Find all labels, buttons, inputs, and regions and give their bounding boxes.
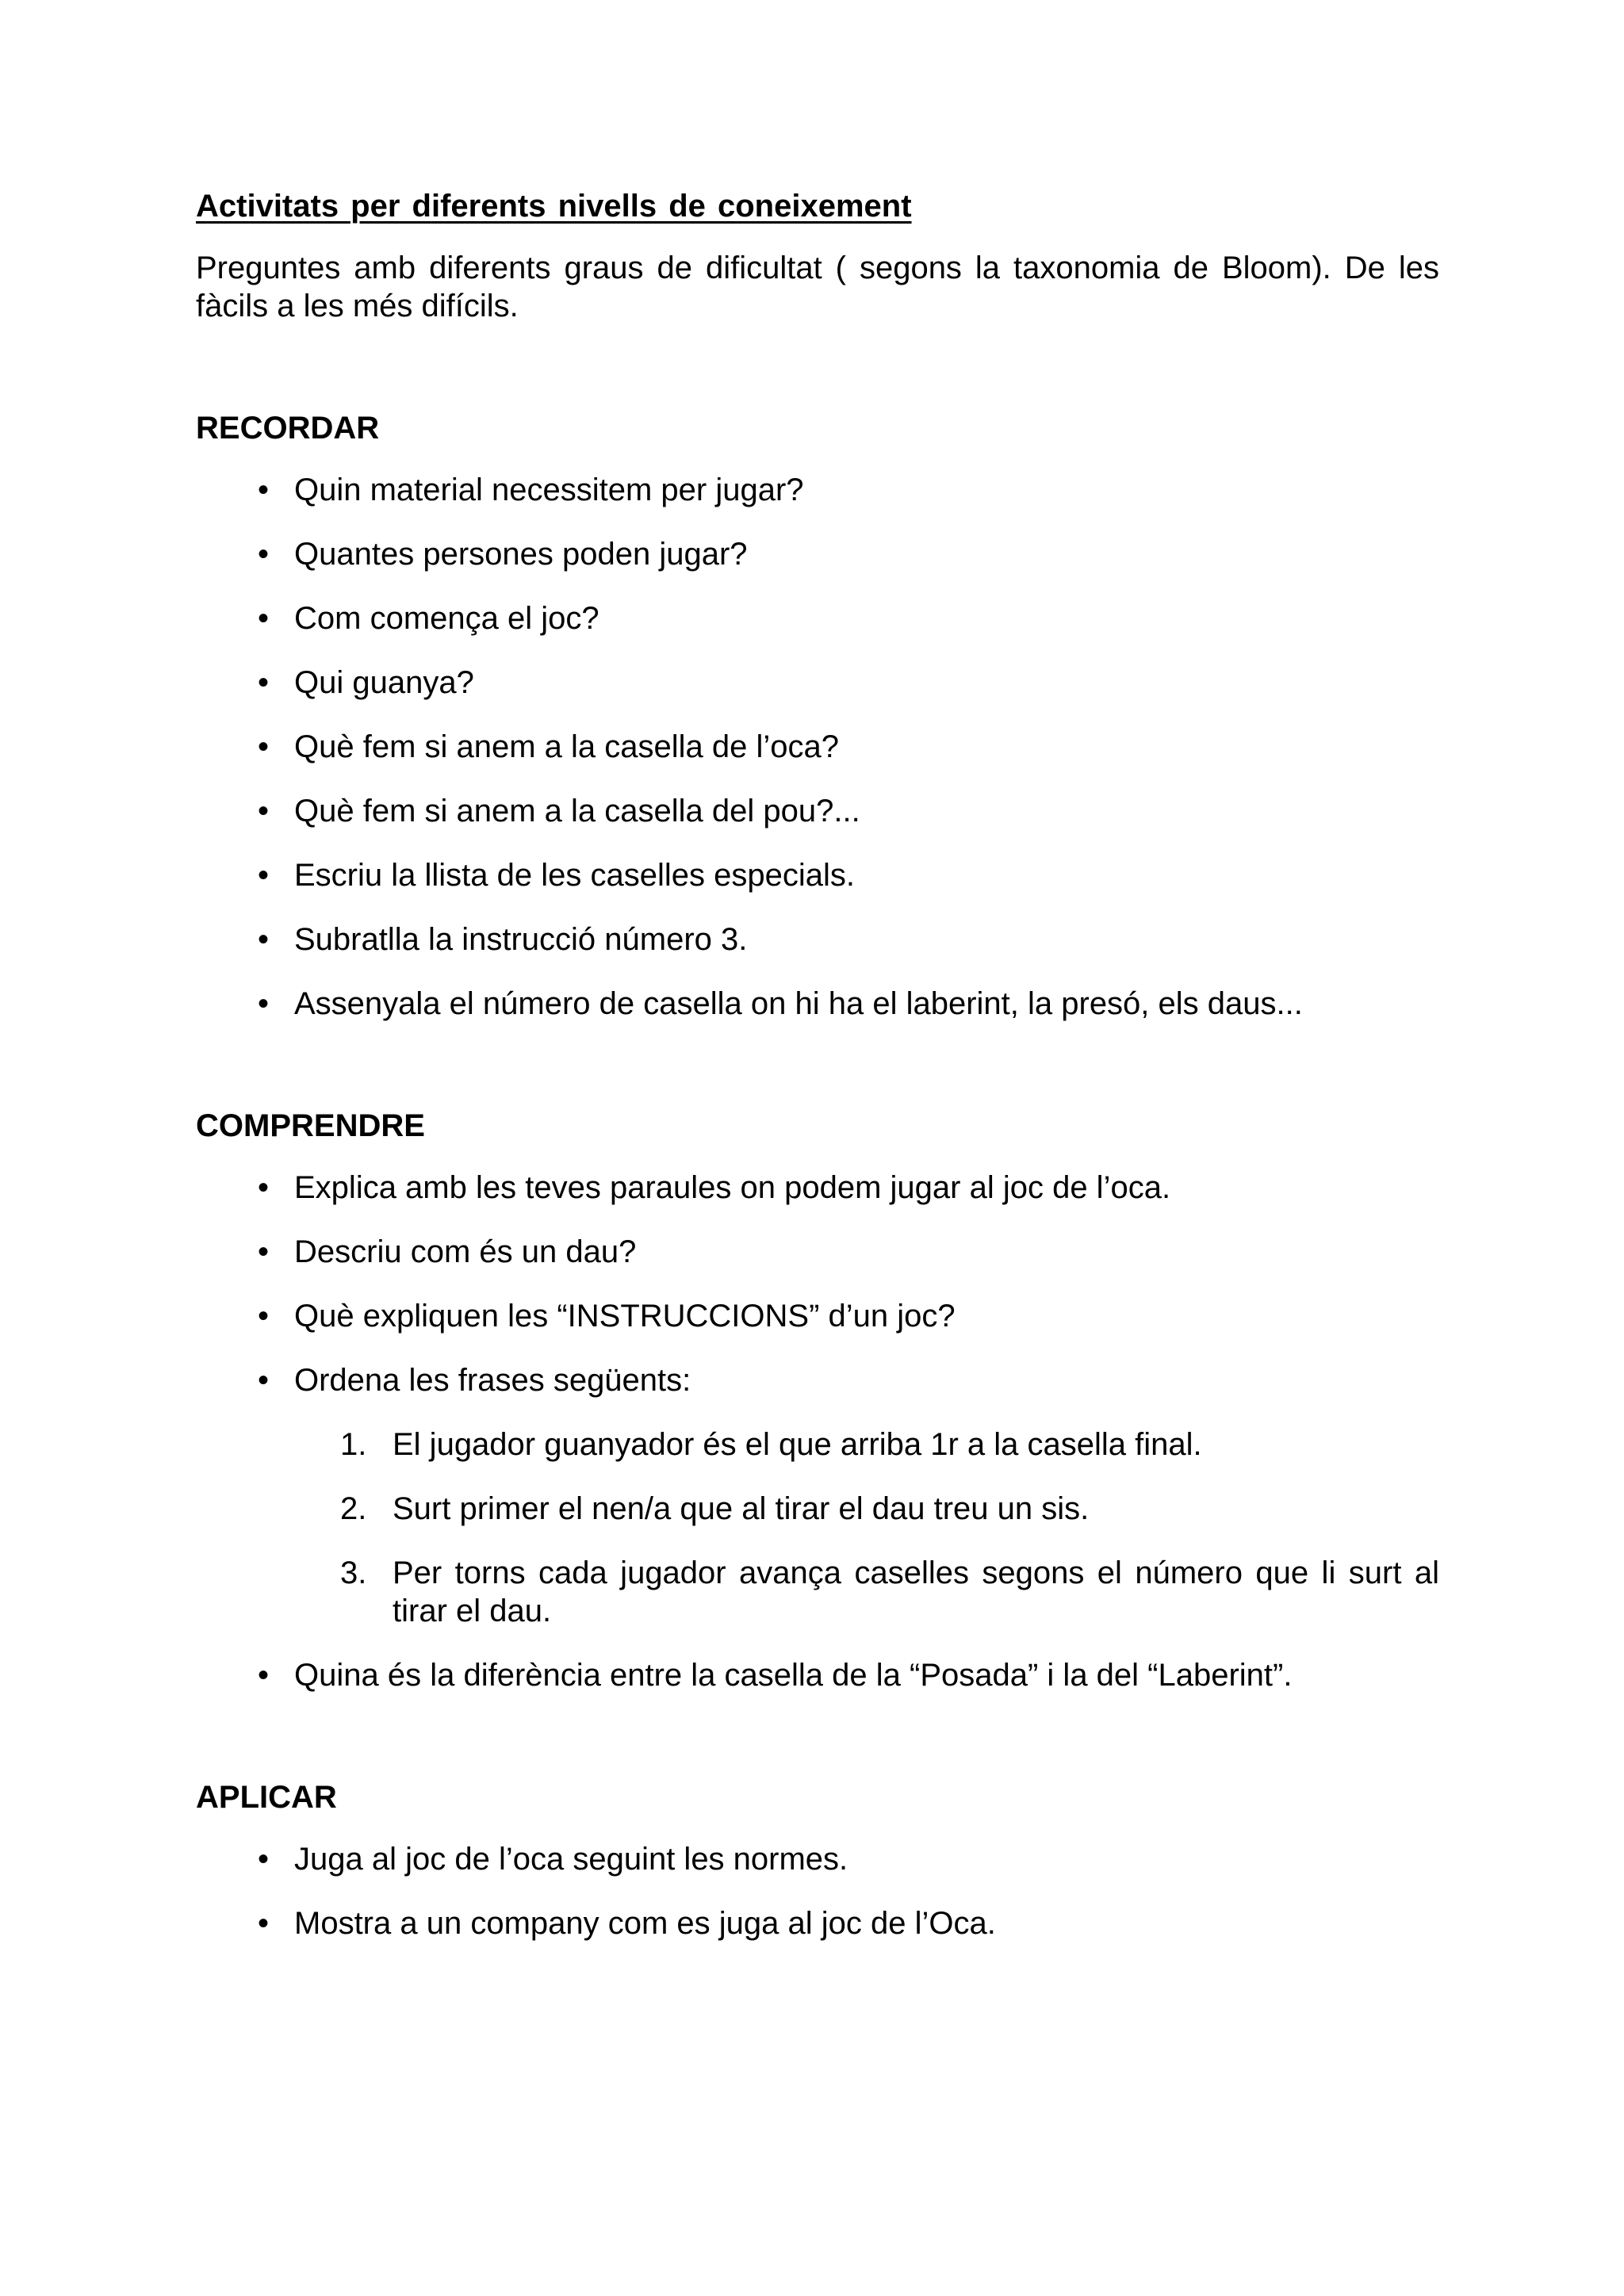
numbered-item: 1. El jugador guanyador és el que arriba 1r a la casella final. xyxy=(340,1427,1202,1462)
numbered-item: 3. Per torns cada jugador avança caselles segons el número que li surt al tirar el dau. xyxy=(340,1556,1439,1628)
list-item: • Ordena les frases següents: 1. El jugador guanyador és el que arriba 1r a la casella final. 2. Surt primer el nen/a que al tirar el dau treu un sis. 3. Per torns cada jugador avança caselles segons el número que li surt al tirar el dau. xyxy=(196,1361,1439,1630)
bullet-icon: • xyxy=(257,665,269,700)
recordar-list xyxy=(196,471,1439,1023)
list-item: • Juga al joc de l’oca seguint les normes. xyxy=(196,1840,1439,1878)
ordered-sentences-list xyxy=(196,1425,1439,1630)
section-heading-recordar: RECORDAR xyxy=(196,411,380,446)
list-item: • Escriu la llista de les caselles especials. xyxy=(196,856,1439,894)
comprendre-list xyxy=(196,1169,1439,1694)
bullet-icon: • xyxy=(257,537,269,572)
numbered-item: 2. Surt primer el nen/a que al tirar el dau treu un sis. xyxy=(340,1491,1090,1526)
bullet-icon: • xyxy=(257,922,269,957)
bullet-icon: • xyxy=(257,1363,269,1398)
list-item: • Explica amb les teves paraules on podem jugar al joc de l’oca. xyxy=(196,1169,1439,1207)
list-item: • Com comença el joc? xyxy=(196,599,1439,637)
list-item: • Descriu com és un dau? xyxy=(196,1233,1439,1271)
section-heading-comprendre: COMPRENDRE xyxy=(196,1108,425,1143)
list-item: • Quantes persones poden jugar? xyxy=(196,535,1439,573)
bullet-icon: • xyxy=(257,794,269,828)
bullet-icon: • xyxy=(257,729,269,764)
list-item: • Què expliquen les “INSTRUCCIONS” d’un joc? xyxy=(196,1297,1439,1335)
bullet-icon: • xyxy=(257,601,269,636)
aplicar-list xyxy=(196,1840,1439,1942)
bullet-icon: • xyxy=(257,1842,269,1877)
list-item: • Què fem si anem a la casella del pou?... xyxy=(196,792,1439,830)
bullet-icon: • xyxy=(257,473,269,507)
bullet-icon: • xyxy=(257,1170,269,1205)
list-item: • Quin material necessitem per jugar? xyxy=(196,471,1439,509)
bullet-icon: • xyxy=(257,1234,269,1269)
item-number: 2. xyxy=(340,1491,367,1526)
bullet-icon: • xyxy=(257,1658,269,1693)
list-item: • Mostra a un company com es juga al joc de l’Oca. xyxy=(196,1904,1439,1942)
list-item: • Què fem si anem a la casella de l’oca? xyxy=(196,728,1439,766)
bullet-icon: • xyxy=(257,1299,269,1334)
bullet-icon: • xyxy=(257,858,269,893)
list-item: • Qui guanya? xyxy=(196,664,1439,702)
bullet-icon: • xyxy=(257,986,269,1021)
list-item: • Subratlla la instrucció número 3. xyxy=(196,920,1439,959)
section-heading-aplicar: APLICAR xyxy=(196,1780,337,1815)
item-number: 3. xyxy=(340,1556,367,1590)
list-item: • Assenyala el número de casella on hi ha el laberint, la presó, els daus... xyxy=(196,985,1439,1023)
document-title: Activitats per diferents nivells de coneixement xyxy=(196,189,912,224)
item-number: 1. xyxy=(340,1427,367,1462)
bullet-icon: • xyxy=(257,1906,269,1941)
document-page xyxy=(196,187,1439,1942)
list-item: • Quina és la diferència entre la casella de la “Posada” i la del “Laberint”. xyxy=(196,1656,1439,1694)
intro-paragraph: Preguntes amb diferents graus de dificultat ( segons la taxonomia de Bloom). De les fàcils a les més difícils. xyxy=(196,251,1439,323)
